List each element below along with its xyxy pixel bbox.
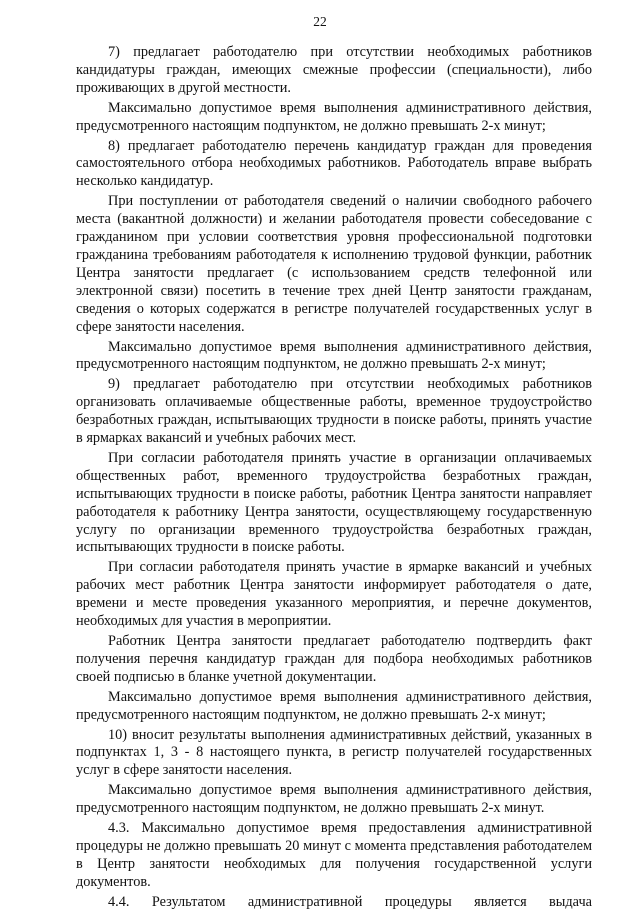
paragraph-max-time-4: Максимально допустимое время выполнения административного действия, предусмотренного настоящим подпунктом, не должно превышать 2-х минут. bbox=[76, 782, 592, 817]
paragraph-max-time-1: Максимально допустимое время выполнения административного действия, предусмотренного настоящим подпунктом, не должно превышать 2-х минут; bbox=[76, 99, 592, 134]
paragraph-max-time-2: Максимально допустимое время выполнения административного действия, предусмотренного настоящим подпунктом, не должно превышать 2-х минут; bbox=[76, 338, 592, 373]
paragraph-item-10: 10) вносит результаты выполнения административных действий, указанных в подпунктах 1, 3 - 8 настоящего пункта, в регистр получателей государственных услуг в сфере занятости населения. bbox=[76, 726, 592, 779]
paragraph-item-7: 7) предлагает работодателю при отсутствии необходимых работников кандидатуры граждан, имеющих смежные профессии (специальности), либо проживающих в другой местности. bbox=[76, 44, 592, 96]
paragraph-max-time-3: Максимально допустимое время выполнения административного действия, предусмотренного настоящим подпунктом, не должно превышать 2-х минут; bbox=[76, 688, 592, 723]
paragraph-confirmation: Работник Центра занятости предлагает работодателю подтвердить факт получения перечня кандидатур граждан для подбора необходимых работников своей подписью в бланке учетной документации. bbox=[76, 633, 592, 685]
page-number: 22 bbox=[313, 14, 327, 29]
paragraph-item-8: 8) предлагает работодателю перечень кандидатур граждан для проведения самостоятельного отбора необходимых работников. Работодатель вправе выбрать несколько кандидатур. bbox=[76, 137, 592, 190]
paragraph-job-fair: При согласии работодателя принять участие в ярмарке вакансий и учебных рабочих мест работник Центра занятости информирует работодателя о дате, времени и месте проведения указанного мероприятия, и перечне документов, необходимых для участия в мероприятии. bbox=[76, 559, 592, 630]
paragraph-public-works: При согласии работодателя принять участие в организации оплачиваемых общественных работ, временного трудоустройства безработных граждан, испытывающих трудности в поиске работы, работник Центра занятости направляет работодателя к работнику Центра занятости, осуществляющему государственную услугу по организации временного трудоустройства безработных граждан, испытывающих трудности в поиске работы. bbox=[76, 449, 592, 556]
paragraph-4-4: 4.4. Результатом административной процедуры является выдача bbox=[108, 893, 592, 910]
paragraph-item-9: 9) предлагает работодателю при отсутствии необходимых работников организовать оплачиваемые общественные работы, временное трудоустройство безработных граждан, испытывающих трудности в поиске работы, принять участие в ярмарках вакансий и учебных рабочих мест. bbox=[76, 376, 592, 447]
paragraph-interview-offer: При поступлении от работодателя сведений о наличии свободного рабочего места (вакантной должности) и желании работодателя провести собеседование с гражданином при условии соответствия уровня профессиональной подготовки гражданина требованиям работодателя к исполнению трудовой функции, работник Центра занятости предлагает (с использованием средств телефонной или электронной связи) посетить в течение трех дней Центр занятости гражданам, сведения о которых содержатся в регистре получателей государственных услуг в сфере занятости населения. bbox=[76, 193, 592, 335]
paragraph-4-3: 4.3. Максимально допустимое время предоставления административной процедуры не должно превышать 20 минут с момента представления работодателем в Центр занятости необходимых для получения государственной услуги документов. bbox=[76, 820, 592, 890]
document-body bbox=[76, 44, 592, 912]
